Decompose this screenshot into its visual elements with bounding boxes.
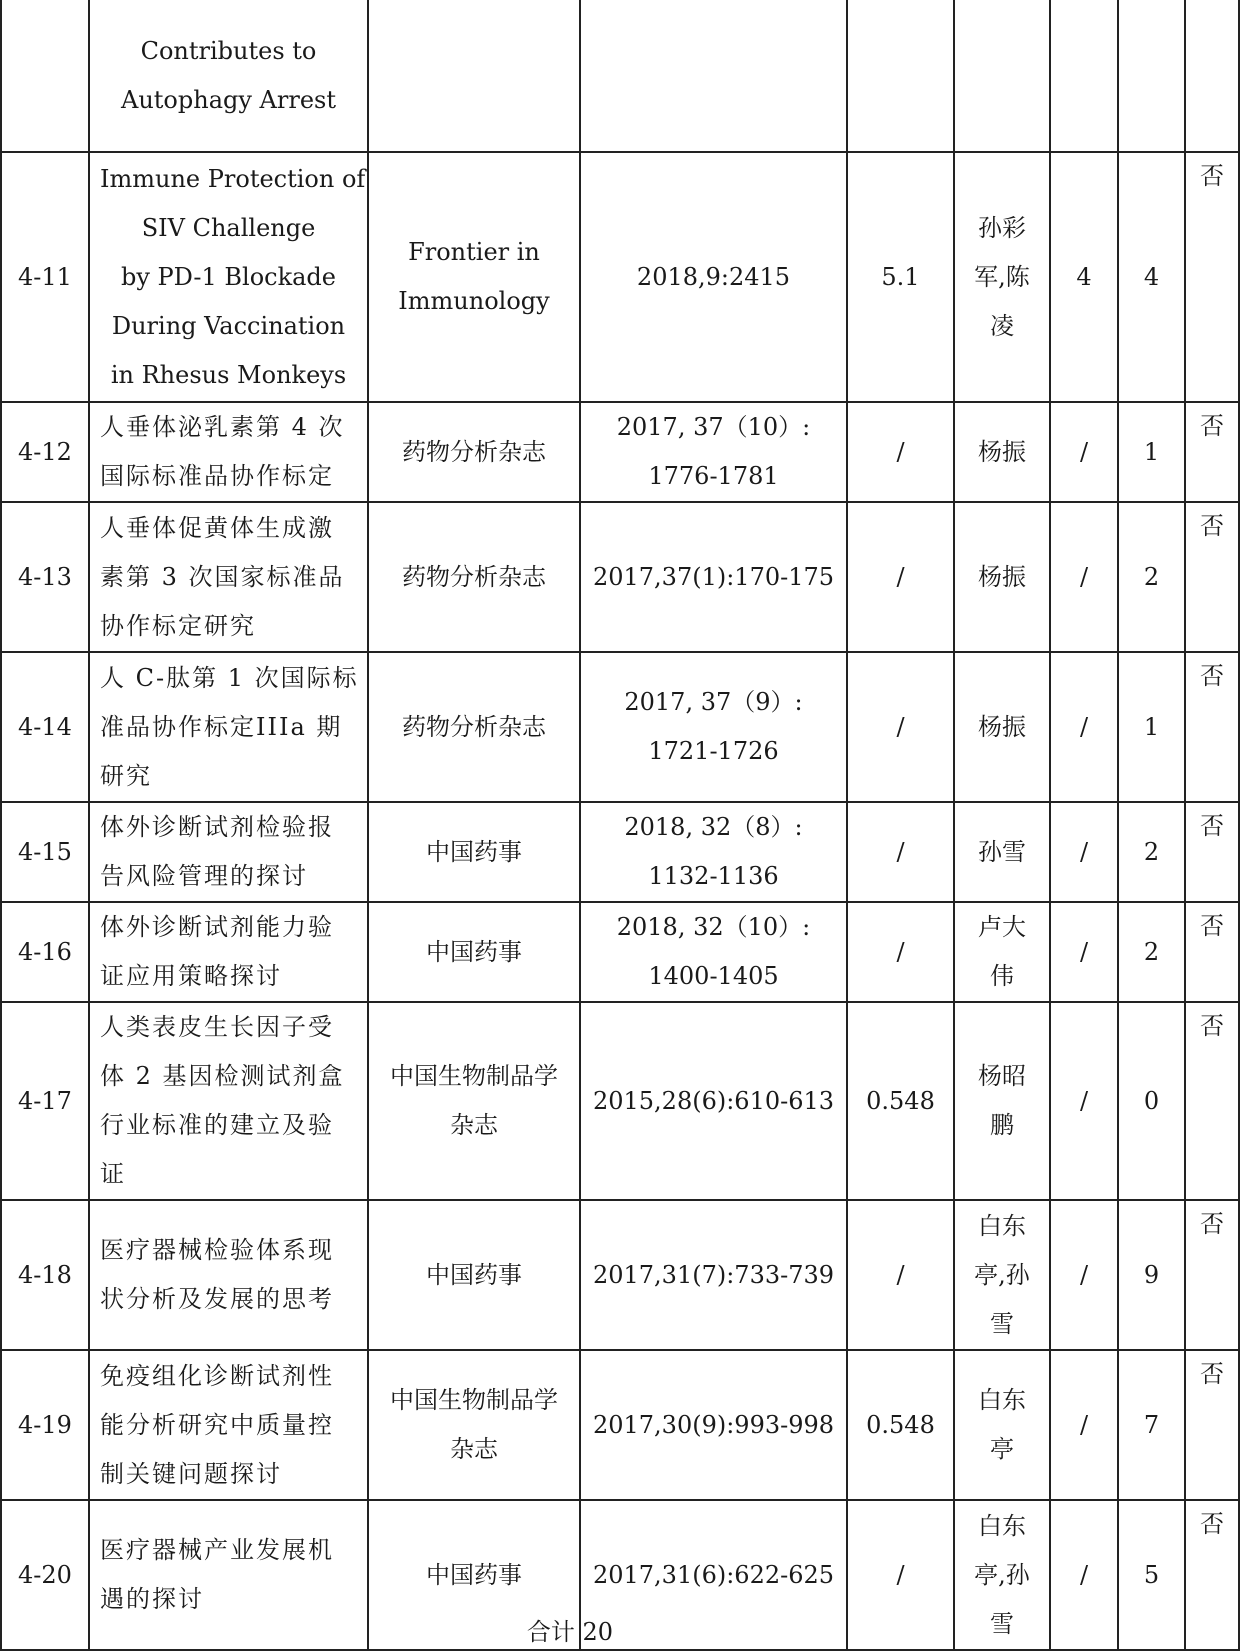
cell-col8 bbox=[1118, 0, 1185, 152]
cell-title-line: in Rhesus Monkeys bbox=[110, 360, 347, 389]
cell-authors bbox=[954, 402, 1050, 502]
cell-cited: 否 bbox=[1185, 152, 1239, 402]
cell-col7: / bbox=[1050, 1350, 1118, 1500]
cell-col7: / bbox=[1050, 1002, 1118, 1200]
cell-title bbox=[89, 402, 368, 502]
cell-authors-line: 杨振 bbox=[978, 562, 1026, 591]
cell-col8: 7 bbox=[1118, 1350, 1185, 1500]
cell-authors-line: 白东 bbox=[978, 1211, 1026, 1240]
cell-authors-line: 白东 bbox=[978, 1511, 1026, 1540]
cell-number: 4-14 bbox=[1, 652, 89, 802]
cell-citation-line: 1132-1136 bbox=[648, 862, 779, 890]
cell-title-line: 人垂体促黄体生成激 bbox=[100, 513, 334, 542]
cell-authors-line: 凌 bbox=[990, 311, 1014, 340]
cell-journal-line: 杂志 bbox=[450, 1435, 498, 1463]
cell-journal bbox=[368, 652, 580, 802]
cell-col8: 2 bbox=[1118, 502, 1185, 652]
cell-citation bbox=[580, 652, 847, 802]
cell-impact-factor: 5.1 bbox=[847, 152, 954, 402]
cell-authors bbox=[954, 802, 1050, 902]
cell-journal-line: Immunology bbox=[398, 287, 550, 315]
cell-title-line: 素第 3 次国家标准品 bbox=[100, 562, 345, 591]
cell-cited: 否 bbox=[1185, 402, 1239, 502]
cell-col7: / bbox=[1050, 502, 1118, 652]
cell-citation-line: 2017,37(1):170-175 bbox=[592, 562, 835, 591]
cell-number: 4-11 bbox=[1, 152, 89, 402]
cell-title-line: by PD-1 Blockade bbox=[120, 262, 336, 291]
cell-col8: 4 bbox=[1118, 152, 1185, 402]
cell-number: 4-18 bbox=[1, 1200, 89, 1350]
cell-title-line: 人 C-肽第 1 次国际标 bbox=[100, 663, 359, 692]
cell-number: 4-16 bbox=[1, 902, 89, 1002]
table-row bbox=[1, 1002, 1239, 1200]
cell-title bbox=[89, 1350, 368, 1500]
cell-title-line: 医疗器械产业发展机 bbox=[100, 1536, 334, 1564]
cell-title-line: 研究 bbox=[100, 761, 152, 790]
cell-citation bbox=[580, 802, 847, 902]
cell-citation-line: 2018,9:2415 bbox=[636, 262, 791, 291]
cell-number bbox=[1, 0, 89, 152]
cell-number: 4-17 bbox=[1, 1002, 89, 1200]
cell-citation-line: 2018, 32（10）: bbox=[616, 913, 811, 941]
cell-journal-line: 杂志 bbox=[450, 1111, 498, 1139]
cell-title-line: Immune Protection of bbox=[100, 164, 366, 193]
cell-citation-line: 2017, 37（9）: bbox=[624, 688, 803, 716]
cell-citation-line: 2017,31(6):622-625 bbox=[592, 1560, 835, 1589]
cell-authors-line: 孙雪 bbox=[978, 837, 1026, 866]
table-row bbox=[1, 902, 1239, 1002]
cell-impact-factor: 0.548 bbox=[847, 1350, 954, 1500]
cell-title-line: 医疗器械检验体系现 bbox=[100, 1236, 334, 1264]
cell-title-line: 体外诊断试剂检验报 bbox=[100, 813, 334, 841]
table-row bbox=[1, 502, 1239, 652]
cell-citation-line: 2017, 37（10）: bbox=[616, 413, 811, 441]
cell-impact-factor: / bbox=[847, 802, 954, 902]
cell-impact-factor: / bbox=[847, 902, 954, 1002]
cell-journal-line: 中国药事 bbox=[426, 837, 522, 866]
cell-title-line: 体外诊断试剂能力验 bbox=[100, 913, 334, 941]
cell-title-line: Autophagy Arrest bbox=[120, 85, 336, 114]
cell-cited: 否 bbox=[1185, 802, 1239, 902]
cell-cited: 否 bbox=[1185, 1200, 1239, 1350]
cell-title bbox=[89, 0, 368, 152]
cell-col7: / bbox=[1050, 1200, 1118, 1350]
cell-citation-line: 2017,30(9):993-998 bbox=[592, 1410, 835, 1439]
cell-impact-factor: / bbox=[847, 652, 954, 802]
cell-journal bbox=[368, 152, 580, 402]
table-row bbox=[1, 152, 1239, 402]
cell-citation bbox=[580, 402, 847, 502]
cell-authors bbox=[954, 1350, 1050, 1500]
cell-citation-line: 1721-1726 bbox=[648, 737, 779, 765]
cell-title-line: 能分析研究中质量控 bbox=[100, 1410, 334, 1439]
cell-title-line: 证应用策略探讨 bbox=[100, 962, 282, 990]
cell-authors bbox=[954, 902, 1050, 1002]
cell-authors-line: 军,陈 bbox=[974, 262, 1030, 291]
cell-journal-line: Frontier in bbox=[408, 238, 540, 266]
cell-citation bbox=[580, 502, 847, 652]
cell-col7: / bbox=[1050, 802, 1118, 902]
cell-title bbox=[89, 152, 368, 402]
cell-citation bbox=[580, 0, 847, 152]
cell-journal bbox=[368, 902, 580, 1002]
cell-title-line: 告风险管理的探讨 bbox=[100, 862, 308, 890]
cell-authors-line: 杨昭 bbox=[978, 1062, 1026, 1090]
cell-authors bbox=[954, 502, 1050, 652]
cell-authors-line: 亭,孙 bbox=[974, 1560, 1030, 1589]
cell-authors-line: 雪 bbox=[990, 1609, 1014, 1638]
cell-authors-line: 伟 bbox=[990, 962, 1014, 990]
cell-col8: 2 bbox=[1118, 802, 1185, 902]
cell-col7: / bbox=[1050, 402, 1118, 502]
cell-number: 4-20 bbox=[1, 1500, 89, 1650]
cell-title bbox=[89, 652, 368, 802]
cell-authors bbox=[954, 0, 1050, 152]
cell-citation bbox=[580, 1350, 847, 1500]
cell-citation bbox=[580, 1002, 847, 1200]
cell-cited: 否 bbox=[1185, 1002, 1239, 1200]
cell-title-line: 人类表皮生长因子受 bbox=[100, 1013, 334, 1041]
publications-table-body bbox=[1, 0, 1239, 1650]
cell-citation-line: 1400-1405 bbox=[648, 962, 779, 990]
cell-authors-line: 杨振 bbox=[978, 712, 1026, 741]
cell-title-line: 证 bbox=[100, 1160, 126, 1188]
cell-authors-line: 卢大 bbox=[978, 913, 1026, 941]
table-row bbox=[1, 1200, 1239, 1350]
cell-citation-line: 1776-1781 bbox=[648, 462, 779, 490]
cell-impact-factor: / bbox=[847, 1200, 954, 1350]
cell-number: 4-15 bbox=[1, 802, 89, 902]
cell-col8: 9 bbox=[1118, 1200, 1185, 1350]
cell-cited bbox=[1185, 0, 1239, 152]
cell-authors bbox=[954, 652, 1050, 802]
cell-title-line: During Vaccination bbox=[111, 311, 346, 340]
cell-title-line: 免疫组化诊断试剂性 bbox=[100, 1361, 334, 1390]
cell-journal-line: 中国药事 bbox=[426, 1560, 522, 1589]
cell-authors-line: 杨振 bbox=[978, 437, 1026, 466]
cell-authors-line: 鹏 bbox=[990, 1111, 1014, 1139]
cell-title-line: 制关键问题探讨 bbox=[100, 1459, 282, 1488]
cell-title-line: SIV Challenge bbox=[141, 213, 316, 242]
cell-cited: 否 bbox=[1185, 902, 1239, 1002]
cell-impact-factor: / bbox=[847, 402, 954, 502]
cell-cited: 否 bbox=[1185, 1500, 1239, 1650]
cell-journal bbox=[368, 402, 580, 502]
cell-journal-line: 中国生物制品学 bbox=[390, 1386, 558, 1414]
table-row bbox=[1, 652, 1239, 802]
table-row bbox=[1, 402, 1239, 502]
cell-number: 4-12 bbox=[1, 402, 89, 502]
cell-journal-line: 中国药事 bbox=[426, 1260, 522, 1289]
cell-journal bbox=[368, 502, 580, 652]
cell-col7: 4 bbox=[1050, 152, 1118, 402]
cell-citation-line: 2017,31(7):733-739 bbox=[592, 1260, 835, 1289]
cell-title-line: Contributes to bbox=[140, 36, 317, 65]
cell-authors-line: 白东 bbox=[978, 1386, 1026, 1414]
cell-impact-factor: / bbox=[847, 502, 954, 652]
cell-journal bbox=[368, 1200, 580, 1350]
cell-impact-factor bbox=[847, 0, 954, 152]
cell-journal bbox=[368, 0, 580, 152]
cell-col8: 2 bbox=[1118, 902, 1185, 1002]
cell-citation-line: 2015,28(6):610-613 bbox=[592, 1086, 835, 1115]
cell-title-line: 国际标准品协作标定 bbox=[100, 462, 334, 490]
cell-col7: / bbox=[1050, 652, 1118, 802]
cell-cited: 否 bbox=[1185, 1350, 1239, 1500]
cell-impact-factor: 0.548 bbox=[847, 1002, 954, 1200]
cell-authors-line: 亭 bbox=[990, 1435, 1014, 1463]
cell-title bbox=[89, 1200, 368, 1350]
cell-impact-factor: / bbox=[847, 1500, 954, 1650]
cell-title-line: 协作标定研究 bbox=[100, 611, 256, 640]
cell-col8: 0 bbox=[1118, 1002, 1185, 1200]
table-row bbox=[1, 1350, 1239, 1500]
cell-title-line: 体 2 基因检测试剂盒 bbox=[100, 1062, 345, 1090]
table-row bbox=[1, 0, 1239, 152]
cell-number: 4-19 bbox=[1, 1350, 89, 1500]
cell-col8: 1 bbox=[1118, 652, 1185, 802]
table-row bbox=[1, 802, 1239, 902]
cell-title bbox=[89, 902, 368, 1002]
cell-col7 bbox=[1050, 0, 1118, 152]
cell-authors-line: 雪 bbox=[990, 1309, 1014, 1338]
cell-journal-line: 药物分析杂志 bbox=[402, 712, 546, 741]
cell-col7: / bbox=[1050, 1500, 1118, 1650]
cell-cited: 否 bbox=[1185, 502, 1239, 652]
cell-title-line: 行业标准的建立及验 bbox=[100, 1111, 334, 1139]
cell-citation bbox=[580, 152, 847, 402]
cell-title-line: 状分析及发展的思考 bbox=[100, 1285, 334, 1313]
cell-journal-line: 中国生物制品学 bbox=[390, 1062, 558, 1090]
cell-journal bbox=[368, 1350, 580, 1500]
cell-authors bbox=[954, 1002, 1050, 1200]
cell-journal-line: 中国药事 bbox=[426, 937, 522, 966]
cell-authors-line: 亭,孙 bbox=[974, 1260, 1030, 1289]
cell-title bbox=[89, 802, 368, 902]
cell-citation bbox=[580, 1200, 847, 1350]
cell-journal-line: 药物分析杂志 bbox=[402, 562, 546, 591]
cell-journal bbox=[368, 1002, 580, 1200]
cell-authors bbox=[954, 1200, 1050, 1350]
cell-authors bbox=[954, 152, 1050, 402]
cell-title bbox=[89, 1002, 368, 1200]
cell-cited: 否 bbox=[1185, 652, 1239, 802]
cell-journal bbox=[368, 802, 580, 902]
total-count: 合计 20 bbox=[526, 1618, 614, 1646]
cell-citation-line: 2018, 32（8）: bbox=[624, 813, 803, 841]
cell-title-line: 准品协作标定IIIa 期 bbox=[100, 712, 343, 741]
cell-title bbox=[89, 502, 368, 652]
cell-title-line: 人垂体泌乳素第 4 次 bbox=[100, 413, 345, 441]
cell-col8: 1 bbox=[1118, 402, 1185, 502]
cell-citation bbox=[580, 902, 847, 1002]
cell-authors-line: 孙彩 bbox=[978, 213, 1026, 242]
cell-col8: 5 bbox=[1118, 1500, 1185, 1650]
cell-title-line: 遇的探讨 bbox=[100, 1585, 204, 1613]
cell-journal-line: 药物分析杂志 bbox=[402, 437, 546, 466]
cell-number: 4-13 bbox=[1, 502, 89, 652]
cell-col7: / bbox=[1050, 902, 1118, 1002]
